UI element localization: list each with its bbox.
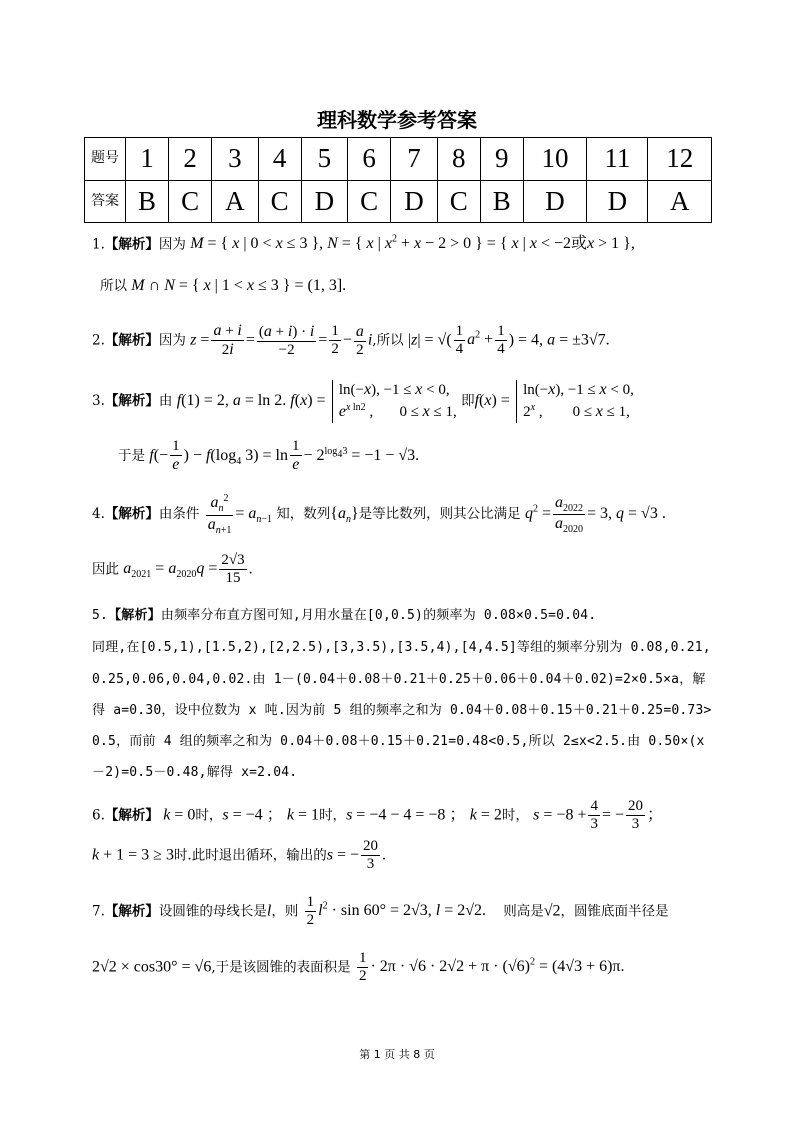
number-cell: 10 [523,138,586,181]
answer-cell: D [391,180,437,223]
number-cell: 12 [648,138,712,181]
solution-6-line-2: k + 1 = 3 ≥ 3时.此时退出循环，输出的s = − $\frac{20}{3}$ . [92,838,387,873]
solution-2: 2.【解析】因为 z = $\frac{a + i}{2i}$ = $\frac{(a + i) \cdot i}{-2}$ = $\frac{1}{2}$ − $\frac{a}{2}$ i,所以 |z| = √( $\frac{1}{4}$ $a^2$ + $\frac{1}{4}$ ) = 4, a = ±3√7. [92,322,610,359]
answer-cell: D [587,180,648,223]
answer-cell: C [437,180,480,223]
number-cell: 2 [169,138,212,181]
answer-cell: C [169,180,212,223]
answer-cell: D [301,180,347,223]
solution-5-line-6: －2)=0.5－0.48,解得 x=2.04. [92,765,298,780]
answer-cell: A [648,180,712,223]
answer-cell: A [212,180,258,223]
solution-7-line-1: 7.【解析】设圆锥的母线长是l，则 $\frac{1}{2}$ $l^2 \cdot \sin 60^\circ = 2√3$, l = 2√2. 则高是√2，圆锥底面半径是 [92,894,669,929]
number-cell: 1 [126,138,169,181]
answer-cell: C [258,180,301,223]
solution-3-line-1: 3.【解析】由 f(1) = 2, a = ln 2. f(x) = ln(−x), −1 ≤ x < 0, $e^{x ln2}$ , 0 ≤ x ≤ 1, 即f(x) = ln(−x), −1 ≤ x < 0, 2$^x$ , 0 ≤ x ≤ 1, [92,380,634,423]
header-cell-answer: 答案 [85,180,126,223]
number-cell: 9 [480,138,523,181]
solution-4-line-2: 因此 $a_{2021} = a_{2020}q$ = $\frac{2√3}{15}$ . [92,552,253,587]
solution-5-line-4: 得 a=0.30，设中位数为 x 吨.因为前 5 组的频率之和为 0.04＋0.08＋0.15＋0.21＋0.25=0.73> [92,703,712,718]
answer-cell: D [523,180,586,223]
solution-5-line-5: 0.5，而前 4 组的频率之和为 0.04＋0.08＋0.15＋0.21=0.48<0.5,所以 2≤x<2.5.由 0.50×(x [92,734,705,749]
answer-cell: C [348,180,391,223]
solution-5-line-2: 同理,在[0.5,1),[1.5,2),[2,2.5),[3,3.5),[3.5,4),[4,4.5]等组的频率分别为 0.08,0.21, [92,640,711,655]
number-cell: 7 [391,138,437,181]
header-cell-number: 题号 [85,138,126,181]
number-cell: 11 [587,138,648,181]
solution-5-line-3: 0.25,0.06,0.04,0.02.由 1－(0.04＋0.08＋0.21＋0.25＋0.06＋0.04＋0.02)=2×0.5×a，解 [92,672,706,687]
answer-cell: B [480,180,523,223]
number-cell: 4 [258,138,301,181]
solution-7-line-2: 2√2 × cos30° = √6,于是该圆锥的表面积是 $\frac{1}{2}$ · $2\pi \cdot √6 \cdot 2√2 + \pi \cdot (√6)^2 = (4√3 + 6)\pi$. [92,950,625,985]
answer-row [85,180,712,223]
page-title: 理科数学参考答案 [317,108,477,132]
solution-6-line-1: 6.【解析】 k = 0时，s = −4 ； k = 1时，s = −4 − 4 = −8 ； k = 2时， s = −8 + $\frac{4}{3}$ = − $\frac{20}{3}$ ； [92,798,664,833]
solution-1-line-1: 1.【解析】因为 M = { x | 0 < x ≤ 3 }, N = { x | $x^2 + x - 2 > 0$ } = { x | x < −2或x > 1 }, [92,234,635,253]
page-footer: 第 1 页 共 8 页 [359,1048,435,1061]
solution-5-line-1: 5.【解析】由频率分布直方图可知,月用水量在[0,0.5)的频率为 0.08×0.5=0.04. [92,608,597,623]
number-cell: 5 [301,138,347,181]
solution-1-line-2: 所以 M ∩ N = { x | 1 < x ≤ 3 } = (1, 3]. [100,277,347,294]
answer-cell: B [126,180,169,223]
number-row [85,138,712,181]
solution-4-line-1: 4.【解析】由条件 $\frac{a_n^2}{a_{n+1}}$ = $a_{n-1}$ 知，数列$\{a_n\}$是等比数列，则其公比满足 $q^2$ = $\frac{a_{2022}}{a_{2020}}$ = 3, q = √3 . [92,493,666,536]
answer-table [84,137,712,223]
number-cell: 8 [437,138,480,181]
number-cell: 3 [212,138,258,181]
solution-3-line-2: 于是 f(− $\frac{1}{e}$ ) − $f(\log_4$ 3) = ln $\frac{1}{e}$ − $2^{log_43} = -1 - √3$. [118,438,420,474]
number-cell: 6 [348,138,391,181]
